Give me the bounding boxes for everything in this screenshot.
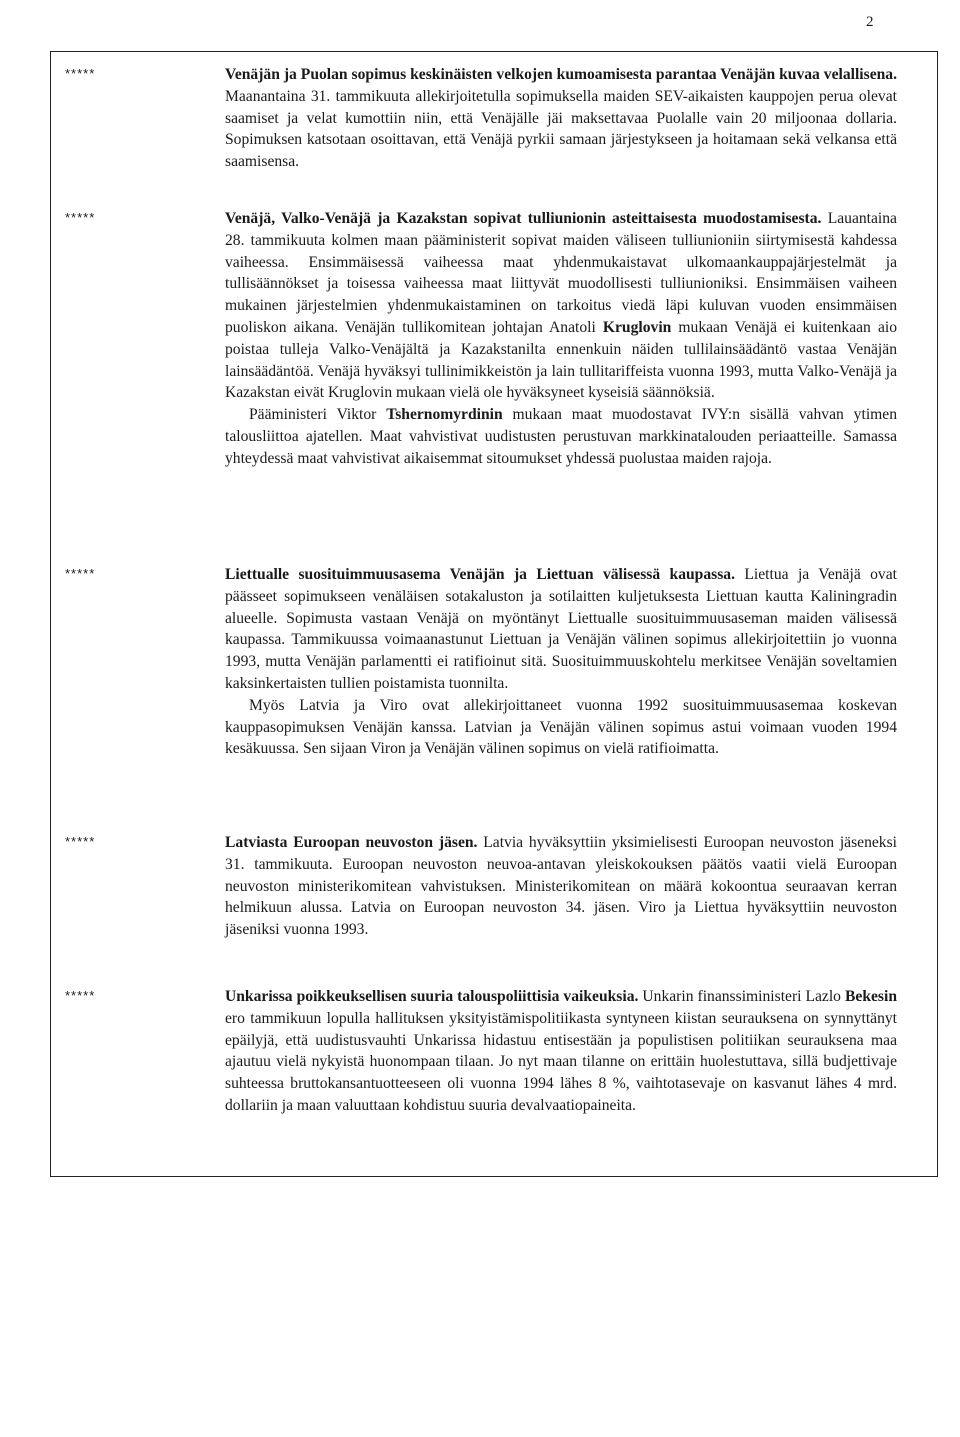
entry-separator-stars: *****	[65, 566, 96, 581]
entry-text: mukaan Venäjä ei kuitenkaan aio poistaa tulleja Valko-Venäjältä ja Kazakstanilta ennenkuin näiden tullilainsäädäntö vastaa Venäjän lainsäädäntöä. Venäjä hyväksyi tullinimikkeistön ja lain tullitariffeista vuonna 1993, mutta Valko-Venäjä ja Kazakstan eivät Kruglovin mukaan vielä ole hyväksyneet kyseisiä säännöksiä.	[225, 318, 897, 402]
entry-text: Latvia hyväksyttiin yksimielisesti Euroopan neuvoston jäseneksi 31. tammikuuta. Euroopan neuvoston neuvoa-antavan yleiskokouksen päätös vaatii vielä Euroopan neuvoston ministerikomitean vahvistuksen. Ministerikomitean on määrä kokoontua seuraavan kerran helmikuun alussa. Latvia on Euroopan neuvoston 34. jäsen. Viro ja Liettua hyväksyttiin neuvoston jäseniksi vuonna 1993.	[225, 834, 897, 939]
person-name: Kruglovin	[602, 318, 672, 336]
entry-body	[225, 986, 897, 1117]
entry-text: Unkarin finanssiministeri Lazlo	[638, 988, 845, 1005]
entry-text: Pääministeri Viktor	[249, 406, 387, 424]
entry-headline: Unkarissa poikkeuksellisen suuria talouspoliittisia vaikeuksia.	[225, 988, 639, 1005]
page-number: 2	[866, 14, 874, 30]
entry-separator-stars: *****	[65, 210, 96, 225]
news-frame	[50, 51, 938, 1177]
entry-headline: Venäjän ja Puolan sopimus keskinäisten velkojen kumoamisesta parantaa Venäjän kuvaa velallisena.	[225, 66, 897, 83]
entry-separator-stars: *****	[65, 988, 96, 1003]
entry-lead-text: Maanantaina 31. tammikuuta allekirjoitetulla sopimuksella maiden SEV-aikaisten kauppojen perua olevat saamiset ja velat kumottiin niin, että Venäjälle jäi maksettavaa Puolalle vain 20 miljoonaa dollaria. Sopimuksen katsotaan osoittavan, että Venäjä pyrkii samaan järjestykseen ja hoitamaan sekä velkansa että saamisensa.	[225, 87, 897, 171]
entry-headline: Latviasta Euroopan neuvoston jäsen.	[225, 834, 478, 851]
entry-text: Myös Latvia ja Viro ovat allekirjoittaneet vuonna 1992 suosituimmuusasemaa koskevan kauppasopimuksen Venäjän kanssa. Latvian ja Venäjän välinen sopimus astui voimaan vuoden 1994 kesäkuussa. Sen sijaan Viron ja Venäjän välinen sopimus on vielä ratifioimatta.	[225, 696, 897, 758]
entry-body	[225, 208, 897, 470]
entry-text: Lauantaina 28. tammikuuta kolmen maan pääministerit sopivat maiden väliseen tulliunioniin siirtymisestä kahdessa vaiheessa. Ensimmäisessä vaiheessa maat yhdenmukaistavat ulkomaankauppajärjestelmät ja tullisäännökset ja toisessa vaiheessa maat liittyvät muodollisesti tulliunioniksi. Ensimmäisen vaiheen mukainen järjestelmien yhdenmukaistaminen on tarkoitus viedä läpi kuluvan vuoden ensimmäisen puoliskon aikana. Venäjän tullikomitean johtajan Anatoli	[225, 210, 897, 336]
entry-separator-stars: *****	[65, 66, 96, 81]
entry-text: mukaan maat muodostavat IVY:n sisällä vahvan ytimen talousliittoa ajatellen. Maat vahvistivat uudistusten perustuvan markkinatalouden periaatteille. Samassa yhteydessä maat vahvistivat aikaisemmat sitoumukset yhdessä puolustaa maiden rajoja.	[225, 406, 897, 467]
person-name: Bekesin	[845, 988, 897, 1005]
entry-text: ero tammikuun lopulla hallituksen yksityistämispolitiikasta syntyneen kiistan seurauksena on synnyttänyt epäilyjä, että uudistusvauhti Unkarissa hidastuu entisestään ja populistisen politiikan seurauksena maa ajautuu vielä nykyistä huonompaan tilaan. Jo nyt maan tilanne on erittäin huolestuttava, sillä budjettivaje suhteessa bruttokansantuotteeseen oli vuonna 1994 lähes 8 %, vaihtotasevaje on kasvanut lähes 4 mrd. dollariin ja maan valuuttaan kohdistuu suuria devalvaatiopaineita.	[225, 1009, 897, 1114]
entry-headline: Liettualle suosituimmuusasema Venäjän ja Liettuan välisessä kaupassa.	[225, 566, 735, 583]
entry-body	[225, 832, 897, 941]
entry-body	[225, 64, 897, 173]
entry-separator-stars: *****	[65, 834, 96, 849]
person-name: Tshernomyrdinin	[386, 406, 503, 424]
entry-body	[225, 564, 897, 760]
entry-text: Liettua ja Venäjä ovat päässeet sopimukseen venäläisen sotakaluston ja sotilaitten kuljetuksesta Liettuan kautta Kaliningradin alueelle. Sopimusta vastaan Venäjä on myöntänyt Liettualle suosituimmuusaseman maiden välisessä kaupassa. Tammikuussa voimaanastunut Liettuan ja Venäjän välinen sopimus allekirjoitettiin jo vuonna 1993, mutta Venäjän parlamentti ei ratifioinut sitä. Suosituimmuuskohtelu merkitsee Venäjän soveltamien kaksinkertaisten tullien poistamista tuonnilta.	[225, 566, 897, 692]
entry-headline: Venäjä, Valko-Venäjä ja Kazakstan sopivat tulliunionin asteittaisesta muodostamisesta.	[225, 210, 822, 227]
